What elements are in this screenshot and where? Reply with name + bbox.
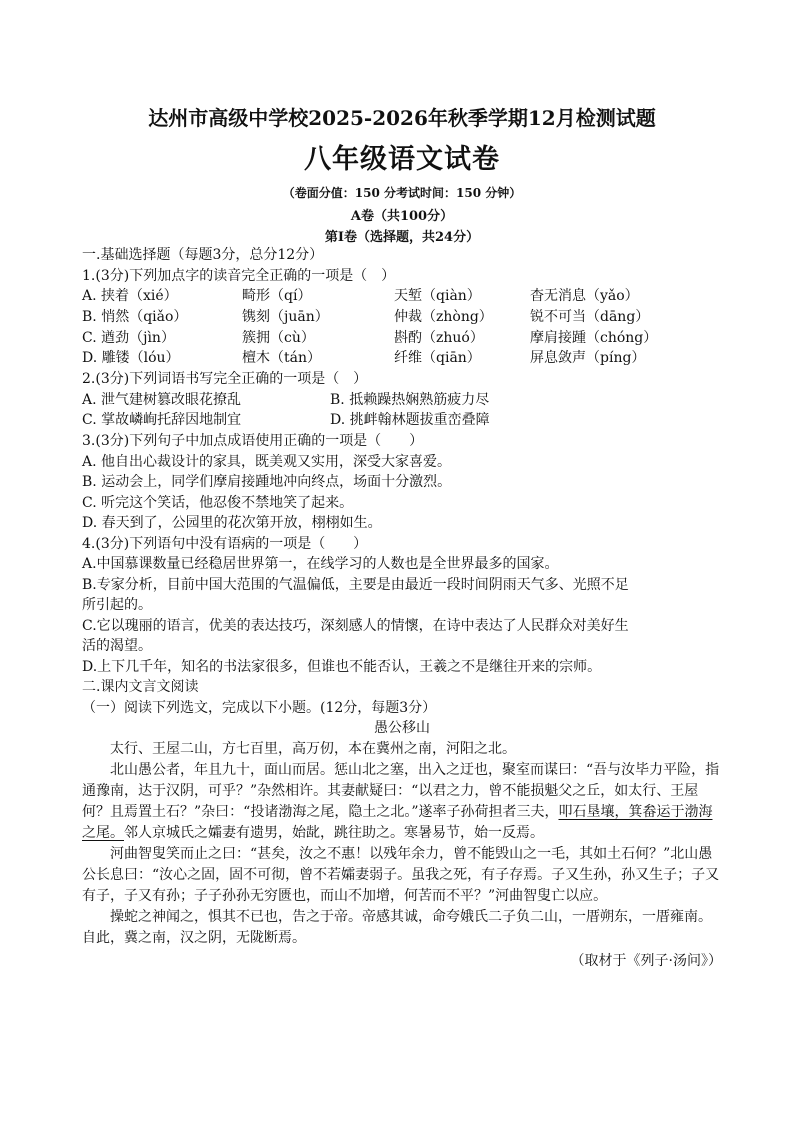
option-cell: 纤维（qiān）	[394, 350, 481, 367]
option-cell: A. 挟着（xié）	[82, 288, 178, 304]
option-cell: D. 雕镂（lóu）	[82, 350, 180, 367]
option-cell: B. 悄然（qiǎo）	[82, 308, 188, 325]
question-3-option-a: A. 他自出心裁设计的家具，既美观又实用，深受大家喜爱。	[82, 453, 452, 470]
option-cell: 锐不可当（dāng）	[530, 308, 650, 325]
option-cell: 檀木（tán）	[242, 350, 321, 367]
option-cell: D. 挑衅翰林题拔重峦叠障	[330, 412, 490, 429]
section-2-heading: 二.课内文言文阅读	[82, 679, 199, 696]
question-4-option-c-line1: C.它以瑰丽的语言，优美的表达技巧，深刻感人的情懷，在诗中表达了人民群众对美好生	[82, 617, 629, 634]
option-cell: 摩肩接踵（chóng）	[530, 329, 658, 346]
passage-paragraph-1: 太行、王屋二山，方七百里，高万仞，本在冀州之南，河阳之北。	[110, 740, 516, 757]
question-3-option-b: B. 运动会上，同学们摩肩接踵地冲向终点，场面十分激烈。	[82, 474, 452, 491]
option-cell: 簇拥（cù）	[242, 329, 315, 346]
question-4-option-c-line2: 活的渴望。	[82, 638, 152, 655]
option-cell: C. 掌故嶙峋托辞因地制宜	[82, 412, 242, 429]
section-1-heading: 一.基础选择题（每题3分，总分12分）	[82, 247, 324, 263]
question-1-option-b	[82, 307, 722, 328]
question-4-option-d: D.上下几千年，知名的书法家很多，但谁也不能否认，王羲之不是继往开来的宗师。	[82, 658, 602, 675]
exam-subtitle: 八年级语文试卷	[304, 144, 500, 175]
passage-paragraph-3: 河曲智叟笑而止之曰：“甚矣，汝之不惠！以残年余力，曾不能毁山之一毛，其如土石何？”北山愚公长息曰：“汝心之固，固不可彻，曾不若孀妻弱子。虽我之死，有子存焉。子又生孙，孙又生子；子又有子，子又有孙；子子孙孙无穷匮也，而山不加增，何苦而不平？”河曲智叟亡以应。	[82, 845, 720, 904]
question-1-option-d	[82, 348, 722, 369]
question-4-option-b-line2: 所引起的。	[82, 597, 152, 614]
option-cell: C. 遒劲（jìn）	[82, 329, 175, 346]
question-1-stem: 1.(3分)下列加点字的读音完全正确的一项是（ ）	[82, 267, 396, 284]
exam-page	[82, 96, 722, 971]
passage-paragraph-4: 操蛇之神闻之，惧其不已也，告之于帝。帝感其诚，命夸娥氏二子负二山，一厝朔东，一厝雍南。自此，冀之南，汉之阴，无陇断焉。	[82, 908, 712, 946]
option-cell: 杳无消息（yǎo）	[530, 288, 639, 304]
section-2-subheading: （一）阅读下列选文，完成以下小题。(12分，每题3分）	[82, 699, 437, 716]
question-1-option-c	[82, 328, 722, 349]
passage-text: 北山愚公者，年且九十，面山而居。惩山北之塞，出入之迂也，聚室而谋曰：“吾与汝毕力平险，指通豫南，达于汉阴，可乎？”杂然相许。其妻献疑曰：“以君之力，曾不能损魁父之丘，如太行、王屋何？且焉置土石？”杂曰：“投诸渤海之尾，隐土之北。”遂率子孙荷担者三夫，	[82, 761, 720, 820]
option-cell: A. 泄气建树篡改眼花撩乱	[82, 391, 242, 408]
option-cell: 镌刻（juān）	[242, 308, 329, 325]
score-time-info: （卷面分值：150 分考试时间：150 分钟）	[282, 186, 522, 200]
question-4-option-a: A.中国慕课数量已经稳居世界第一，在线学习的人数也是全世界最多的国家。	[82, 556, 559, 573]
question-3-option-c: C. 听完这个笑话，他忍俊不禁地笑了起来。	[82, 494, 354, 511]
option-cell: B. 抵赖躁热娴熟筋疲力尽	[330, 391, 490, 408]
option-cell: 斟酌（zhuó）	[394, 329, 484, 346]
passage-title: 愚公移山	[374, 720, 430, 737]
option-cell: 天堑（qiàn）	[394, 288, 481, 304]
question-2-options-ab	[82, 390, 722, 411]
question-2-stem: 2.(3分)下列词语书写完全正确的一项是（ ）	[82, 371, 368, 388]
option-cell: 仲裁（zhòng）	[394, 308, 493, 325]
question-4-stem: 4.(3分)下列语句中没有语病的一项是（ ）	[82, 535, 368, 552]
question-4-option-b-line1: B.专家分析，目前中国大范围的气温偏低，主要是由最近一段时间阴雨天气多、光照不足	[82, 576, 629, 593]
passage-paragraph-2	[82, 760, 722, 844]
passage-text: 邻人京城氏之孀妻有遗男，始龀，跳往助之。寒暑易节，始一反焉。	[124, 824, 544, 841]
exam-title: 达州市高级中学校2025-2026年秋季学期12月检测试题	[148, 106, 656, 130]
question-3-option-d: D. 春天到了，公园里的花次第开放，栩栩如生。	[82, 515, 382, 532]
option-cell: 畸形（qí）	[242, 288, 312, 304]
volume-a-heading: A卷（共100分）	[350, 209, 454, 224]
question-2-options-cd	[82, 410, 722, 431]
question-3-stem: 3.(3分)下列句子中加点成语使用正确的一项是（ ）	[82, 433, 424, 450]
option-cell: 屏息敛声（píng）	[530, 350, 646, 367]
volume-1-heading: 第Ⅰ卷（选择题，共24分）	[324, 230, 480, 245]
underlined-sentence: 叩石垦壤，箕畚运于渤海之尾。	[82, 803, 713, 841]
question-1-option-a	[82, 286, 722, 307]
passage-source: （取材于《列子·汤问》）	[570, 952, 722, 969]
